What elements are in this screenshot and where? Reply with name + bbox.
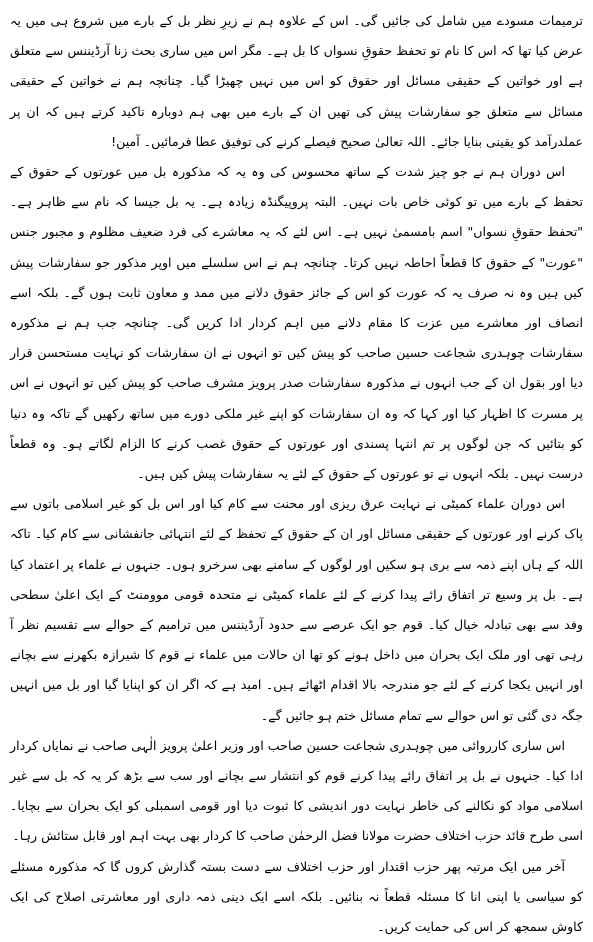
paragraph-proceedings: اس ساری کارروائی میں چوہدری شجاعت حسین صاحب اور وزیر اعلیٰ پرویز الٰہی صاحب نے نمایاں کردار ادا کیا۔ جنہوں نے بل پر اتفاق رائے پیدا کرنے قوم کو انتشار سے بچانے اور سب سے بڑھ کر یہ کہ بل سے غیر اسلامی مواد کو نکالنے کی خاطر نہایت دور اندیشی کا ثبوت دیا اور قومی اسمبلی کو ایک بحران سے بچایا۔ اسی طرح قائد حزب اختلاف حضرت مولانا فضل الرحمٰن صاحب کا کردار بھی بہت اہم اور قابل ستائش رہا۔ [10, 737, 583, 844]
paragraph-conclusion: آخر میں ایک مرتبہ پھر حزب اقتدار اور حزب اختلاف سے دست بستہ گذارش کروں گا کہ مذکورہ مسئلے کو سیاسی یا اپنی انا کا مسئلہ قطعاً نہ بنائیں۔ بلکہ اسے ایک دینی ذمہ داری اور معاشرتی اصلاح کی ایک کاوش سمجھ کر اس کی حمایت کریں۔ [10, 858, 583, 935]
paragraph-ulema-committee: اس دوران علماء کمیٹی نے نہایت عرق ریزی اور محنت سے کام کیا اور اس بل کو غیر اسلامی باتوں سے پاک کرنے اور عورتوں کے حقیقی مسائل اور ان کے حقوق کے تحفظ کے لئے انتہائی جانفشانی سے کام کیا۔ تاکہ اللہ کے ہاں اپنے ذمہ سے بری ہو سکیں اور لوگوں کے سامنے بھی سرخرو ہوں۔ جنہوں نے علماء پر اعتماد کیا ہے۔ بل پر وسیع تر اتفاق رائے پیدا کرنے کے لئے علماء کمیٹی نے متحدہ قومی موومنٹ کے ایک اعلیٰ سطحی وفد سے بھی تبادلہ خیال کیا۔ قوم جو ایک عرصے سے حدود آرڈیننس میں ترامیم کے حوالے سے تقسیم نظر آ رہی تھی اور ملک ایک بحران میں داخل ہونے کو تھا ان حالات میں علماء نے قوم کا شیرازہ بکھرنے سے بچانے اور انہیں یکجا کرنے کے لئے جو مندرجہ بالا اقدام اٹھائے ہیں۔ امید ہے کہ اگر ان کو اپنایا گیا اور بل میں انہیں جگہ دی گئی تو اس حوالے سے تمام مسائل ختم ہو جائیں گے۔ [10, 496, 583, 723]
paragraph-womens-rights: اس دوران ہم نے جو چیز شدت کے ساتھ محسوس کی وہ یہ کہ مذکورہ بل میں عورتوں کے حقوق کے تحفظ کے بارے میں تو کوئی خاص بات نہیں۔ البتہ پروپیگنڈہ زیادہ ہے۔ یہ بل جیسا کہ نام سے ظاہر ہے۔ "تحفظ حقوقِ نسواں" اسم بامسمیٰ نہیں ہے۔ اس لئے کہ یہ معاشرے کی فرد ضعیف مظلوم و مجبور جنس "عورت" کے حقوق کا قطعاً احاطہ نہیں کرتا۔ چنانچہ ہم نے اس سلسلے میں اوپر مذکور جو سفارشات پیش کیں ہیں وہ نہ صرف یہ کہ عورت کو اس کے جائز حقوق دلانے میں ممد و معاون ثابت ہوں گے۔ بلکہ اسے انصاف اور معاشرے میں عزت کا مقام دلانے میں اہم کردار ادا کریں گی۔ چنانچہ جب ہم نے مذکورہ سفارشات چوہدری شجاعت حسین صاحب کو پیش کیں تو انہوں نے ان سفارشات کو نہایت مستحسن قرار دیا اور بقول ان کے جب انہوں نے مذکورہ سفارشات صدر پرویز مشرف صاحب کو پیش کیں تو انہوں نے اس پر مسرت کا اظہار کیا اور کہا کہ وہ ان سفارشات کو اپنے غیر ملکی دورے میں ساتھ رکھیں گے تاکہ وہ دنیا کو بتائیں کہ جن لوگوں پر تم انتہا پسندی اور عورتوں کے حقوق غصب کرنے کا الزام لگاتے ہو۔ وہ قطعاً درست نہیں۔ بلکہ انہوں نے تو عورتوں کے حقوق کے لئے یہ سفارشات پیش کیں ہیں۔ [10, 164, 583, 482]
paragraph-amendments: ترمیمات مسودے میں شامل کی جائیں گی۔ اس کے علاوہ ہم نے زیرِ نظر بل کے بارے میں شروع ہی میں یہ عرض کیا تھا کہ اس کا نام تو تحفظ حقوقِ نسواں کا بل ہے۔ مگر اس میں ساری بحث زنا آرڈیننس سے متعلق ہے اور خواتین کے حقیقی مسائل اور حقوق کو اس میں نہیں چھیڑا گیا۔ چنانچہ ہم نے خواتین کے حقیقی مسائل سے متعلق جو سفارشات پیش کی تھیں ان کے بارے میں بھی ہم دوبارہ تاکید کرتے ہیں کہ ان پر عملدرآمد کو یقینی بنایا جائے۔ اللہ تعالیٰ صحیح فیصلے کرنے کی توفیق عطا فرمائیں۔ آمین! [10, 13, 583, 149]
